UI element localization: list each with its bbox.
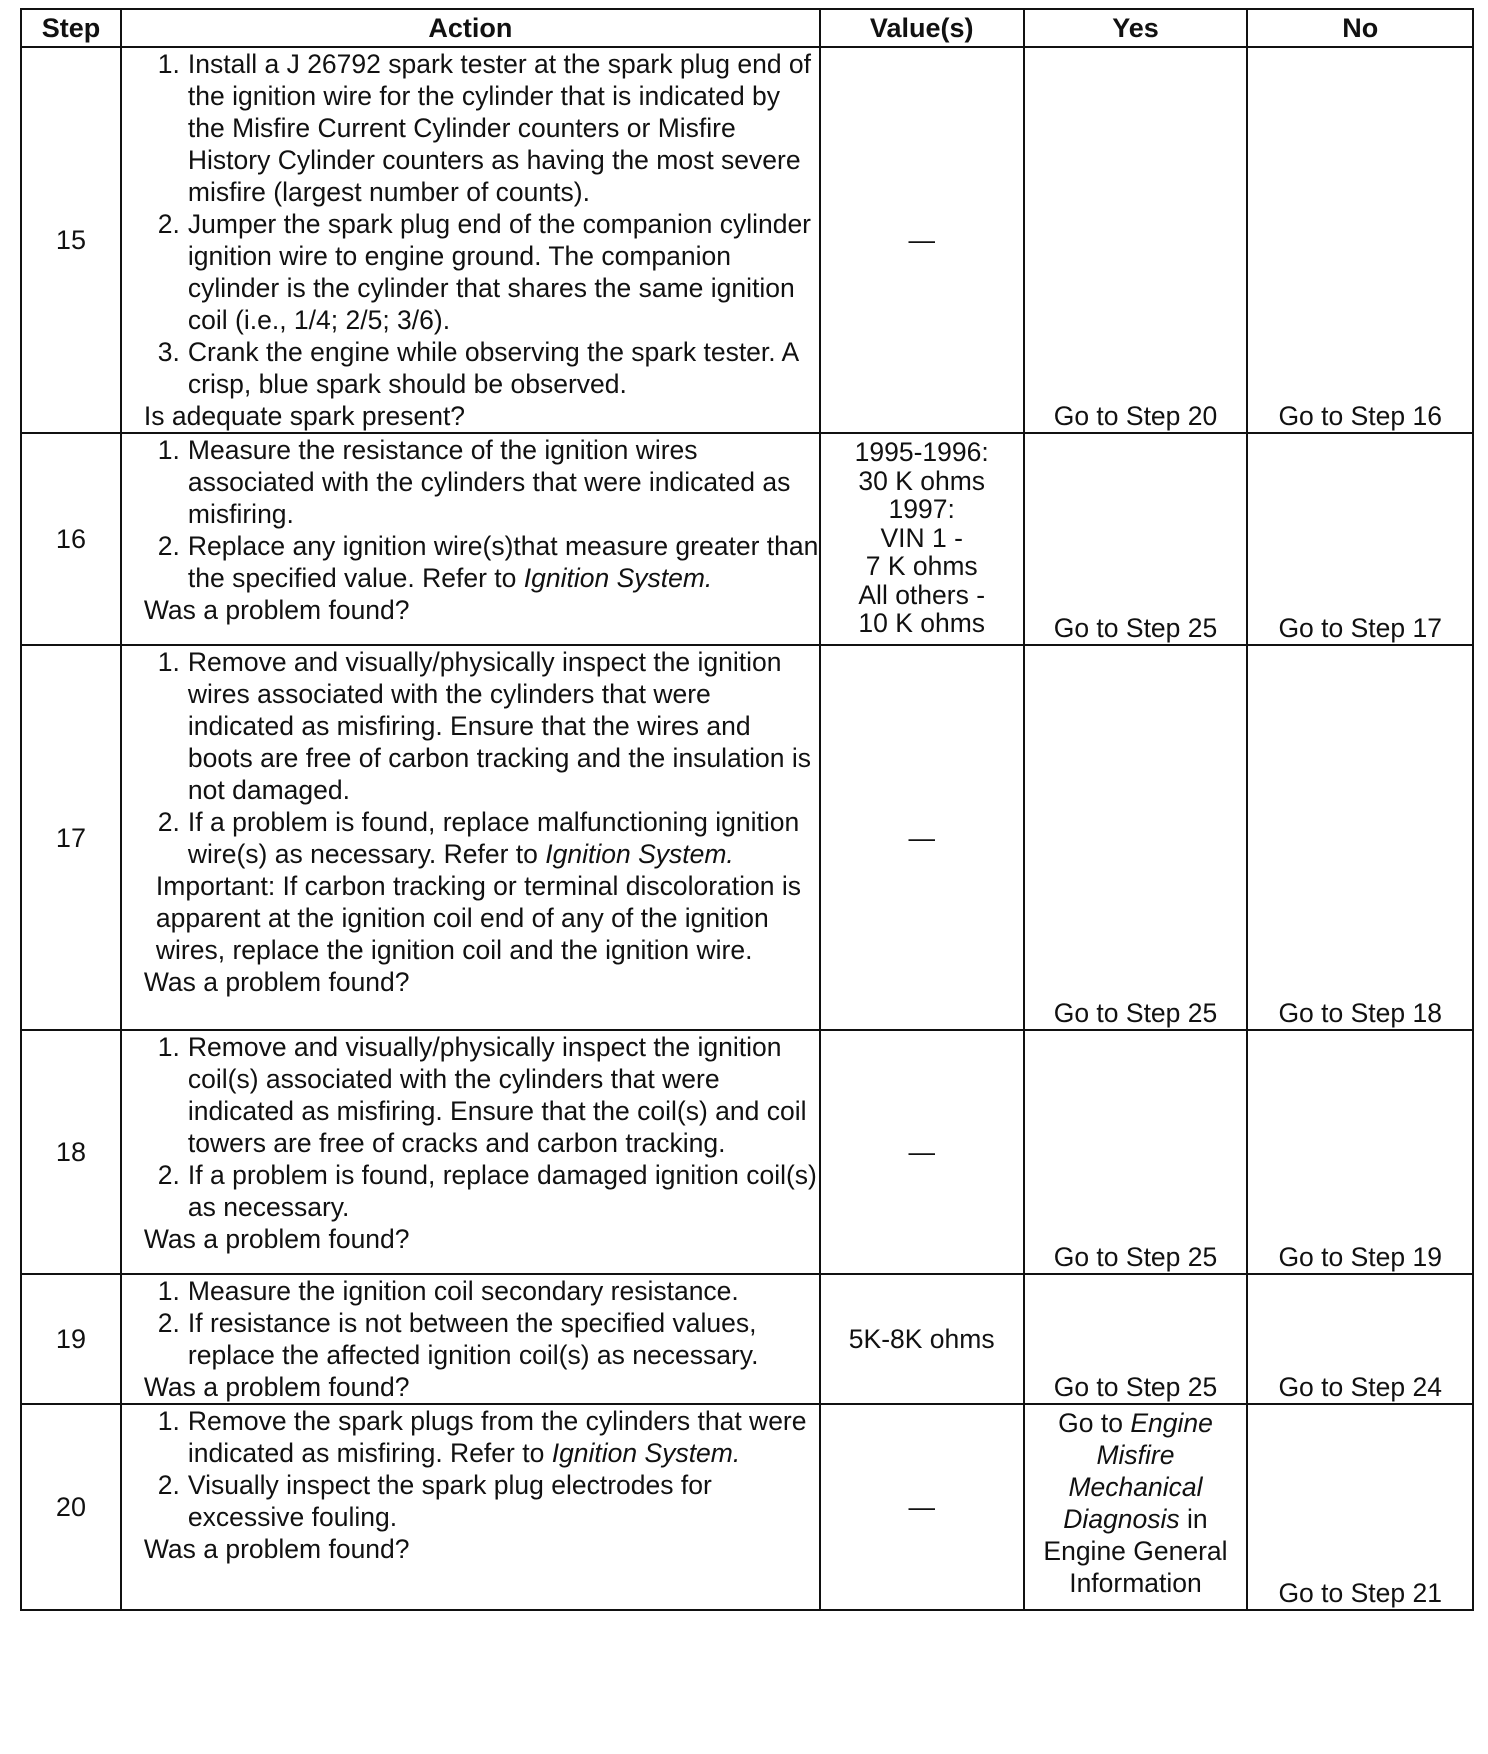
- item-text: Remove and visually/physically inspect the ignition wires associated with the cylinders that were indicated as misfiring. Ensure that the wires and boots are free of carbon tracking and the insulation is not damaged.: [187, 647, 812, 805]
- question-text: Was a problem found?: [143, 1534, 410, 1564]
- value-line: 10 K ohms: [858, 608, 986, 638]
- action-cell: [121, 433, 820, 645]
- yes-result: Go to Step 25: [1024, 645, 1248, 1030]
- item-number: 2.: [157, 1308, 180, 1338]
- item-text: If a problem is found, replace damaged ignition coil(s) as necessary.: [187, 1160, 817, 1222]
- step-number: 18: [21, 1030, 121, 1274]
- value-line: 30 K ohms: [858, 465, 986, 496]
- step-number: 15: [21, 47, 121, 433]
- action-cell: [121, 1030, 820, 1274]
- item-number: 2.: [157, 209, 180, 239]
- item-text: If resistance is not between the specified values, replace the affected ignition coil(s) as necessary.: [187, 1308, 759, 1370]
- item-text: [188, 806, 819, 870]
- yes-result: Go to Step 25: [1024, 1274, 1248, 1404]
- no-result: Go to Step 24: [1247, 1274, 1473, 1404]
- action-cell: [121, 645, 820, 1030]
- header-no: No: [1247, 9, 1473, 47]
- action-item: [144, 1405, 819, 1469]
- question-text: Is adequate spark present?: [143, 401, 466, 431]
- item-text: Remove and visually/physically inspect the ignition coil(s) associated with the cylinders that were indicated as misfiring. Ensure that the coil(s) and coil towers are free of cracks and carbon tracking.: [187, 1032, 807, 1158]
- no-result: Go to Step 19: [1247, 1030, 1473, 1274]
- ignition-system-reference: Ignition System.: [551, 1438, 741, 1468]
- yes-prefix: Go to: [1058, 1408, 1123, 1438]
- item-text-main: If a problem is found, replace malfunctioning ignition wire(s) as necessary. Refer to: [187, 807, 800, 869]
- value-line: VIN 1 -: [880, 522, 963, 553]
- question-text: Was a problem found?: [143, 967, 410, 997]
- action-item: [144, 1307, 819, 1371]
- table-row-step-18: [21, 1030, 1473, 1274]
- value-line: All others -: [858, 579, 986, 610]
- action-cell: [121, 1404, 820, 1610]
- table-row-step-19: [21, 1274, 1473, 1404]
- value-cell: 5K-8K ohms: [820, 1274, 1024, 1404]
- item-number: 1.: [157, 1406, 180, 1436]
- action-item: [144, 336, 819, 400]
- yes-result: [1024, 1404, 1248, 1610]
- item-text: Measure the ignition coil secondary resistance.: [187, 1276, 739, 1306]
- ignition-system-reference: Ignition System.: [545, 839, 734, 869]
- action-item: [144, 1275, 819, 1307]
- no-result: Go to Step 16: [1247, 47, 1473, 433]
- item-text: Measure the resistance of the ignition wires associated with the cylinders that were indicated as misfiring.: [187, 435, 791, 529]
- table-row-step-20: [21, 1404, 1473, 1610]
- important-note: Important: If carbon tracking or terminal discoloration is apparent at the ignition coil end of any of the ignition wires, replace the ignition coil and the ignition wire.: [155, 871, 801, 965]
- action-item: [144, 208, 819, 336]
- action-item: [144, 1159, 819, 1223]
- value-cell: —: [820, 47, 1024, 433]
- no-result: Go to Step 18: [1247, 645, 1473, 1030]
- action-item: [144, 48, 819, 208]
- item-text: Jumper the spark plug end of the companion cylinder ignition wire to engine ground. The companion cylinder is the cylinder that shares the same ignition coil (i.e., 1/4; 2/5; 3/6).: [187, 209, 812, 335]
- step-number: 16: [21, 433, 121, 645]
- item-number: 3.: [157, 337, 180, 367]
- no-result: Go to Step 21: [1247, 1404, 1473, 1610]
- header-values: Value(s): [820, 9, 1024, 47]
- item-text: Install a J 26792 spark tester at the spark plug end of the ignition wire for the cylinder that is indicated by the Misfire Current Cylinder counters or Misfire History Cylinder counters as having the most severe misfire (largest number of counts).: [187, 49, 812, 207]
- diagnostic-table: [20, 8, 1474, 1611]
- value-line: 1995-1996:: [854, 437, 989, 467]
- question-text: Was a problem found?: [143, 595, 410, 625]
- table-row-step-17: [21, 645, 1473, 1030]
- item-number: 1.: [157, 1276, 180, 1306]
- action-cell: [121, 47, 820, 433]
- action-item: [144, 646, 819, 806]
- step-number: 20: [21, 1404, 121, 1610]
- step-number: 19: [21, 1274, 121, 1404]
- no-result: Go to Step 17: [1247, 433, 1473, 645]
- ignition-system-reference: Ignition System.: [523, 563, 713, 593]
- item-text: [188, 530, 819, 594]
- action-item: [144, 1031, 819, 1159]
- question-text: Was a problem found?: [143, 1224, 410, 1254]
- step-number: 17: [21, 645, 121, 1030]
- yes-result: Go to Step 25: [1024, 1030, 1248, 1274]
- item-text: Crank the engine while observing the spark tester. A crisp, blue spark should be observed.: [187, 337, 798, 399]
- item-text-main: Remove the spark plugs from the cylinders that were indicated as misfiring. Refer to: [187, 1406, 807, 1468]
- item-number: 2.: [157, 807, 180, 837]
- value-cell: [820, 433, 1024, 645]
- value-cell: —: [820, 1404, 1024, 1610]
- header-action: Action: [121, 9, 820, 47]
- table-row-step-15: [21, 47, 1473, 433]
- action-cell: [121, 1274, 820, 1404]
- value-cell: —: [820, 1030, 1024, 1274]
- item-text: [188, 1405, 819, 1469]
- engine-misfire-reference: Engine Misfire Mechanical Diagnosis: [1063, 1408, 1213, 1534]
- item-number: 1.: [157, 435, 180, 465]
- action-item: [144, 530, 819, 594]
- item-number: 2.: [157, 531, 180, 561]
- item-number: 1.: [157, 647, 180, 677]
- table-row-step-16: [21, 433, 1473, 645]
- action-item: [144, 806, 819, 870]
- header-step: Step: [21, 9, 121, 47]
- value-line: 1997:: [888, 494, 955, 524]
- header-row: [21, 9, 1473, 47]
- item-number: 2.: [157, 1470, 180, 1500]
- value-cell: —: [820, 645, 1024, 1030]
- item-number: 1.: [157, 1032, 180, 1062]
- value-line: 7 K ohms: [865, 551, 978, 581]
- header-yes: Yes: [1024, 9, 1248, 47]
- yes-result: Go to Step 25: [1024, 433, 1248, 645]
- item-number: 1.: [157, 49, 180, 79]
- item-number: 2.: [157, 1160, 180, 1190]
- item-text: Visually inspect the spark plug electrodes for excessive fouling.: [187, 1470, 712, 1532]
- action-item: [144, 1469, 819, 1533]
- yes-suffix: in Engine General Information: [1043, 1504, 1228, 1598]
- yes-result: Go to Step 20: [1024, 47, 1248, 433]
- question-text: Was a problem found?: [143, 1372, 410, 1402]
- item-text-main: Replace any ignition wire(s)that measure greater than the specified value. Refer to: [187, 531, 819, 593]
- action-item: [144, 434, 819, 530]
